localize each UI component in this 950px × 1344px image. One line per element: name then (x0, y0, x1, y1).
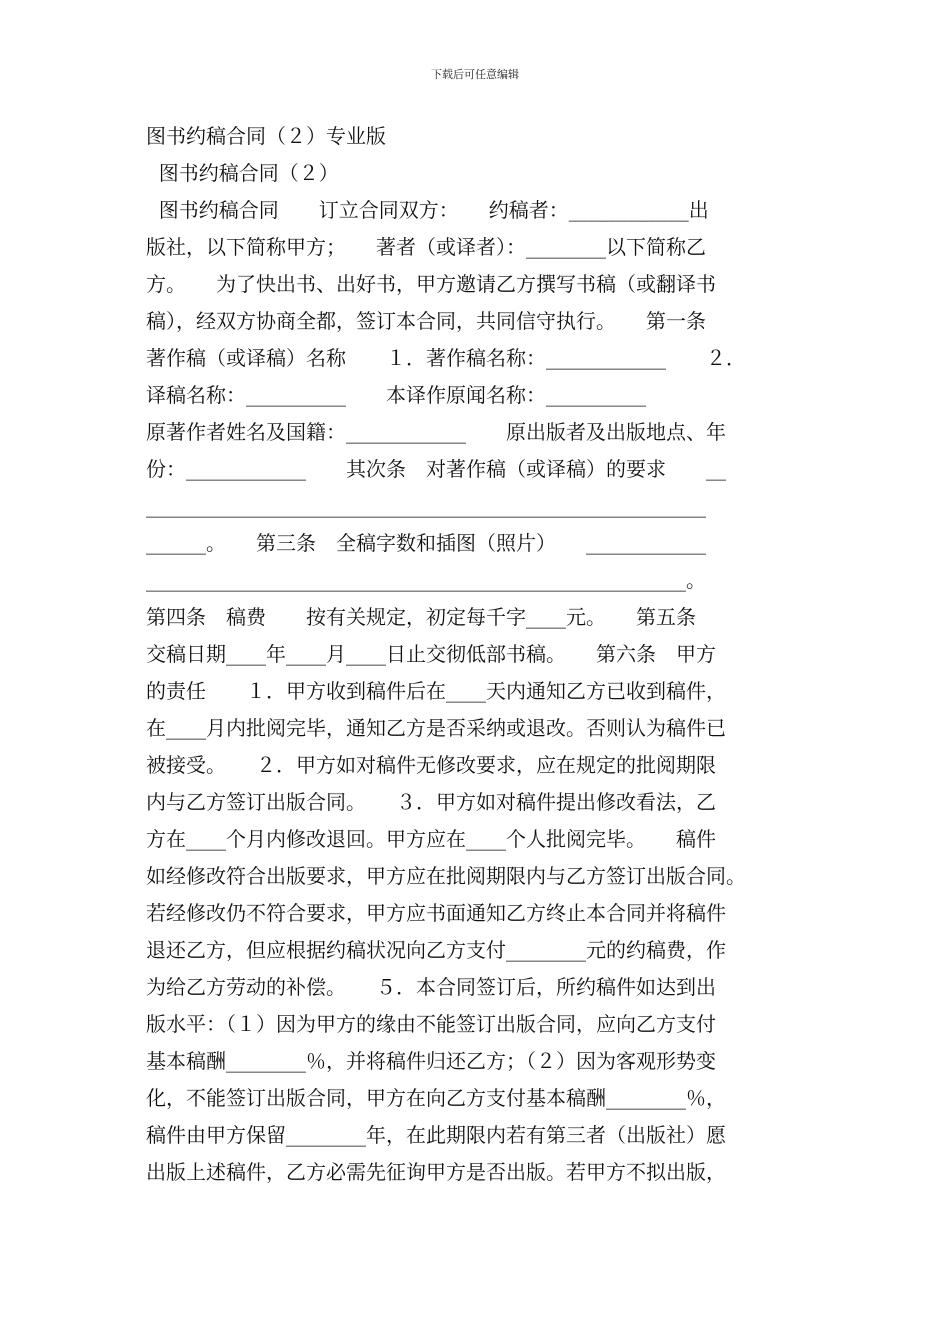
text-line: 基本稿酬________％，并将稿件归还乙方；（２）因为客观形势变 (146, 1049, 716, 1073)
text-line: 图书约稿合同 订立合同双方： 约稿者：____________出 (146, 198, 709, 222)
text-line: 内与乙方签订出版合同。 ３．甲方如对稿件提出修改看法，乙 (146, 790, 716, 814)
text-line: 方在____个月内修改退回。甲方应在____个人批阅完毕。 稿件 (146, 827, 716, 851)
text-line: 如经修改符合出版要求，甲方应在批阅期限内与乙方签订出版合同。 (146, 864, 746, 888)
text-line: 稿件由甲方保留________年，在此期限内若有第三者（出版社）愿 (146, 1123, 726, 1147)
text-line: 版社，以下简称甲方； 著者（或译者）：________以下简称乙 (146, 235, 706, 259)
text-line: 份：____________ 其次条 对著作稿（或译稿）的要求 __ (146, 457, 726, 481)
contract-body (146, 118, 812, 1191)
text-line: 译稿名称：__________ 本译作原闻名称：__________ (146, 383, 646, 407)
text-line: 交稿日期____年____月____日止交彻低部书稿。 第六条 甲方 (146, 642, 716, 666)
text-line: 方。 为了快出书、出好书，甲方邀请乙方撰写书稿（或翻译书 (146, 272, 716, 296)
text-line: 版水平：（１）因为甲方的缘由不能签订出版合同，应向乙方支付 (146, 1012, 716, 1036)
text-line: 的责任 １．甲方收到稿件后在____天内通知乙方已收到稿件， (146, 679, 726, 703)
text-line: 在____月内批阅完毕，通知乙方是否采纳或退改。否则认为稿件已 (146, 716, 726, 740)
text-line: 第四条 稿费 按有关规定，初定每千字____元。 第五条 (146, 605, 696, 629)
document-title: 图书约稿合同（２）专业版 (146, 124, 386, 148)
text-line: ______。 第三条 全稿字数和插图（照片） ____________ (146, 531, 706, 555)
text-line: 被接受。 ２．甲方如对稿件无修改要求，应在规定的批阅期限 (146, 753, 716, 777)
text-line: 若经修改仍不符合要求，甲方应书面通知乙方终止本合同并将稿件 (146, 901, 726, 925)
text-line: 图书约稿合同（２） (146, 161, 339, 185)
text-line: 为给乙方劳动的补偿。 ５．本合同签订后，所约稿件如达到出 (146, 975, 716, 999)
header-note: 下载后可任意编辑 (431, 68, 519, 81)
text-line: 原著作者姓名及国籍：____________ 原出版者及出版地点、年 (146, 420, 726, 444)
text-line: ________________________________________________________ (146, 494, 706, 518)
text-line: 出版上述稿件，乙方必需先征询甲方是否出版。若甲方不拟出版， (146, 1160, 726, 1184)
text-line: 化，不能签订出版合同，甲方在向乙方支付基本稿酬________％， (146, 1086, 726, 1110)
text-line: 稿），经双方协商全都，签订本合同，共同信守执行。 第一条 (146, 309, 706, 333)
text-line: 退还乙方，但应根据约稿状况向乙方支付________元的约稿费，作 (146, 938, 726, 962)
text-line: ______________________________________________________。 (146, 568, 706, 592)
text-line: 著作稿（或译稿）名称 １．著作稿名称：____________ ２． (146, 346, 746, 370)
